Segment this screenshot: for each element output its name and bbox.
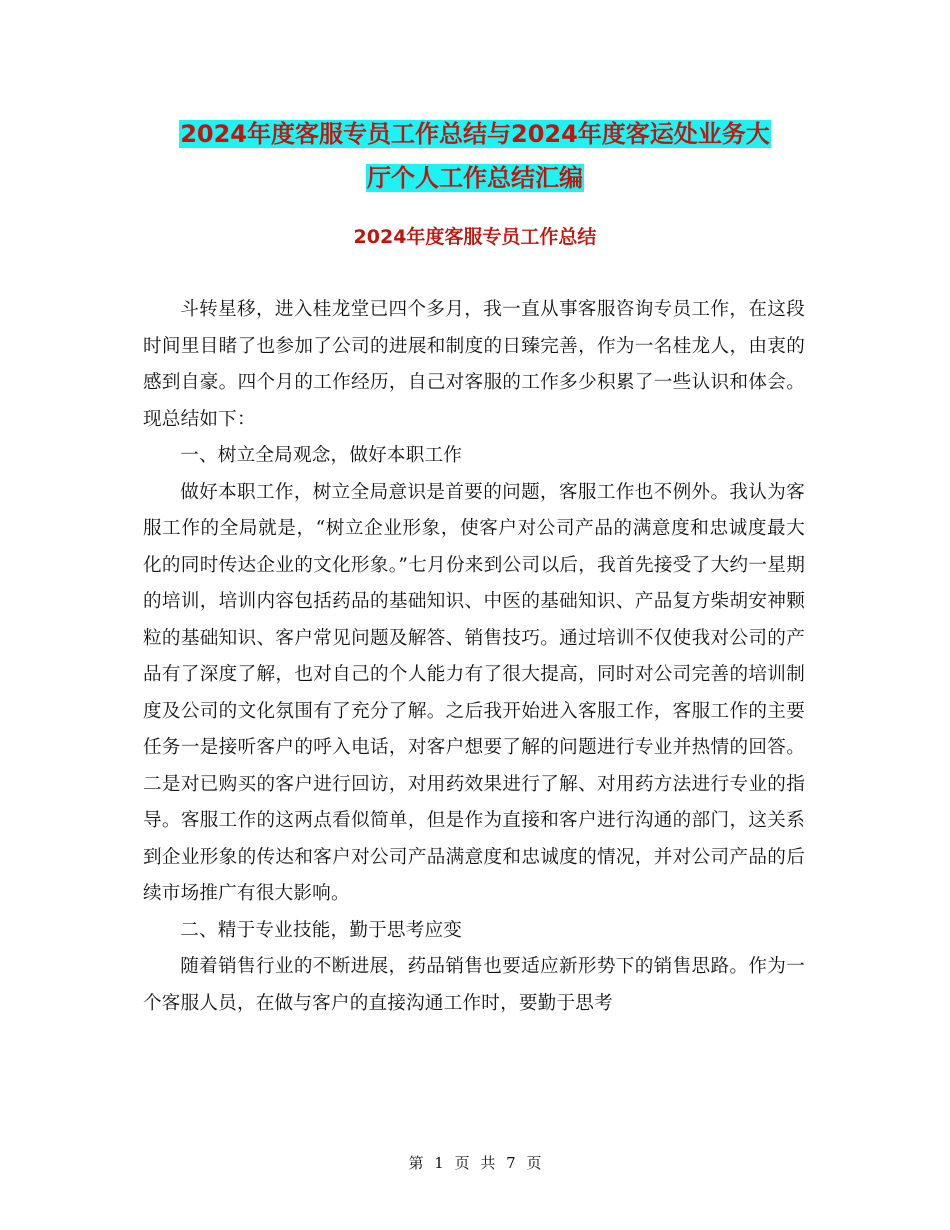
section-title: 2024年度客服专员工作总结 [353, 226, 597, 248]
heading-section-2: 二、精于专业技能，勤于思考应变 [180, 919, 463, 941]
paragraph-section-2: 随着销售行业的不断进展，药品销售也要适应新形势下的销售思路。作为一个客服人员，在做与客户的直接沟通工作时，要勤于思考 [143, 956, 805, 1014]
document-body [143, 292, 805, 1022]
paragraph-intro: 斗转星移，进入桂龙堂已四个多月，我一直从事客服咨询专员工作，在这段时间里目睹了也参加了公司的进展和制度的日臻完善，作为一名桂龙人，由衷的感到自豪。四个月的工作经历，自己对客服的工作多少积累了一些认识和体会。现总结如下： [143, 299, 805, 430]
page-footer: 第 1 页 共 7 页 [408, 1154, 542, 1172]
document-title [150, 112, 800, 200]
paragraph-section-1: 做好本职工作，树立全局意识是首要的问题，客服工作也不例外。我认为客服工作的全局就是，“树立企业形象，使客户对公司产品的满意度和忠诚度最大化的同时传达企业的文化形象。”七月份来到公司以后，我首先接受了大约一星期的培训，培训内容包括药品的基础知识、中医的基础知识、产品复方柴胡安神颗粒的基础知识、客户常见问题及解答、销售技巧。通过培训不仅使我对公司的产品有了深度了解，也对自己的个人能力有了很大提高，同时对公司完善的培训制度及公司的文化氛围有了充分了解。之后我开始进入客服工作，客服工作的主要任务一是接听客户的呼入电话，对客户想要了解的问题进行专业并热情的回答。二是对已购买的客户进行回访，对用药效果进行了解、对用药方法进行专业的指导。客服工作的这两点看似简单，但是作为直接和客户进行沟通的部门，这关系到企业形象的传达和客户对公司产品满意度和忠诚度的情况，并对公司产品的后续市场推广有很大影响。 [143, 481, 805, 904]
document-title-line-1: 2024年度客服专员工作总结与2024年度客运处业务大 [180, 120, 770, 148]
heading-section-1: 一、树立全局观念，做好本职工作 [180, 445, 463, 466]
document-title-line-2: 厅个人工作总结汇编 [367, 164, 583, 192]
